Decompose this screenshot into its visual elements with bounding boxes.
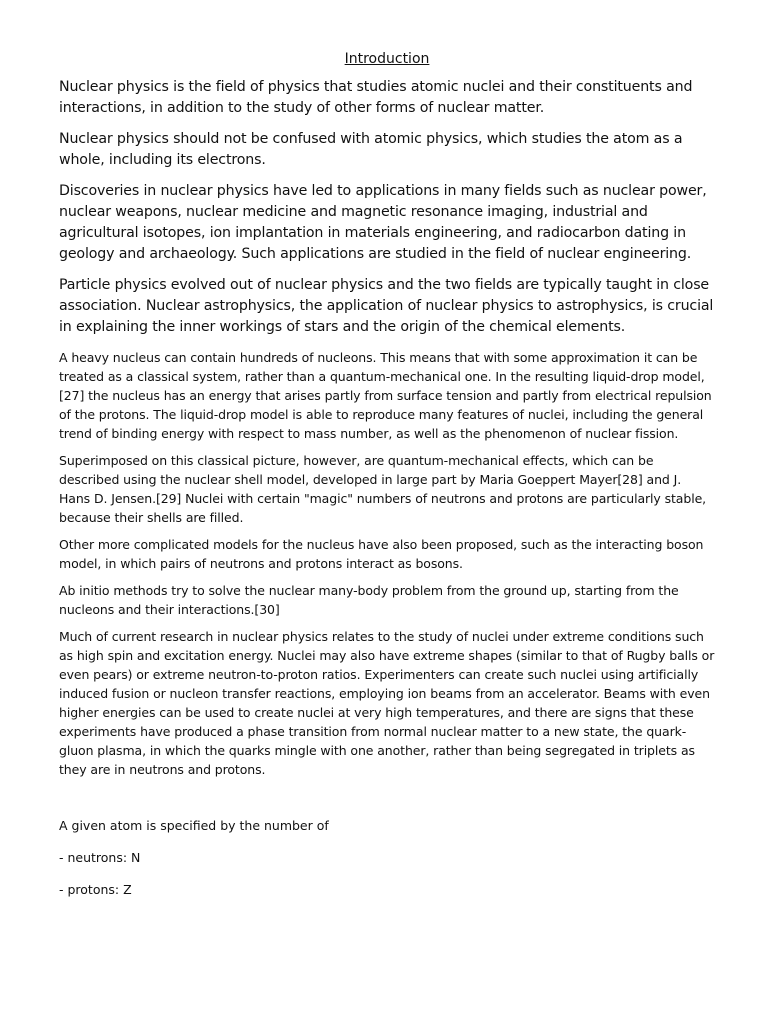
document-title: Introduction <box>344 51 430 67</box>
list-intro: A given atom is specified by the number of <box>59 818 329 833</box>
paragraph-particle-physics: Particle physics evolved out of nuclear physics and the two fields are typically taught in close association. Nuclear astrophysics, the application of nuclear physics to astrophysics, is crucial in explaining the inner workings of stars and the origin of the chemical elements. <box>59 277 714 335</box>
document-page <box>59 48 715 912</box>
intro-paragraph <box>59 77 715 119</box>
paragraph-current-research: Much of current research in nuclear physics relates to the study of nuclei under extreme conditions such as high spin and excitation energy. Nuclei may also have extreme shapes (similar to that of Rugby balls or even pears) or extreme neutron-to-proton ratios. Experimenters can create such nuclei using artificially induced fusion or nucleon transfer reactions, employing ion beams from an accelerator. Beams with even higher energies can be used to create nuclei at very high temperatures, and there are signs that these experiments have produced a phase transition from normal nuclear matter to a new state, the quark-gluon plasma, in which the quarks mingle with one another, rather than being segregated in triplets as they are in neutrons and protons. <box>59 629 715 777</box>
list-item-neutrons: - neutrons: N <box>59 850 141 865</box>
spacer <box>59 787 715 816</box>
paragraph-applications: Discoveries in nuclear physics have led to applications in many fields such as nuclear power, nuclear weapons, nuclear medicine and magnetic resonance imaging, industrial and agricultural isotopes, ion implantation in materials engineering, and radiocarbon dating in geology and archaeology. Such applications are studied in the field of nuclear engineering. <box>59 183 707 262</box>
intro-term: Nuclear physics <box>59 79 169 95</box>
paragraph-liquid-drop: A heavy nucleus can contain hundreds of nucleons. This means that with some approximation it can be treated as a classical system, rather than a quantum-mechanical one. In the resulting liquid-drop model,[27] the nucleus has an energy that arises partly from surface tension and partly from electrical repulsion of the protons. The liquid-drop model is able to reproduce many features of nuclei, including the general trend of binding energy with respect to mass number, as well as the phenomenon of nuclear fission. <box>59 350 712 441</box>
paragraph-shell-model: Superimposed on this classical picture, however, are quantum-mechanical effects, which can be described using the nuclear shell model, developed in large part by Maria Goeppert Mayer[28] and J. Hans D. Jensen.[29] Nuclei with certain "magic" numbers of neutrons and protons are particularly stable, because their shells are filled. <box>59 453 707 525</box>
intro-rest: is the field of physics that studies atomic nuclei and their constituents and interactions, in addition to the study of other forms of nuclear matter. <box>59 79 693 116</box>
list-item-protons: - protons: Z <box>59 882 132 897</box>
paragraph-boson-model: Other more complicated models for the nucleus have also been proposed, such as the interacting boson model, in which pairs of neutrons and protons interact as bosons. <box>59 537 704 571</box>
paragraph-ab-initio: Ab initio methods try to solve the nuclear many-body problem from the ground up, starting from the nucleons and their interactions.[30] <box>59 583 679 617</box>
paragraph-atomic-physics: Nuclear physics should not be confused with atomic physics, which studies the atom as a whole, including its electrons. <box>59 131 683 168</box>
